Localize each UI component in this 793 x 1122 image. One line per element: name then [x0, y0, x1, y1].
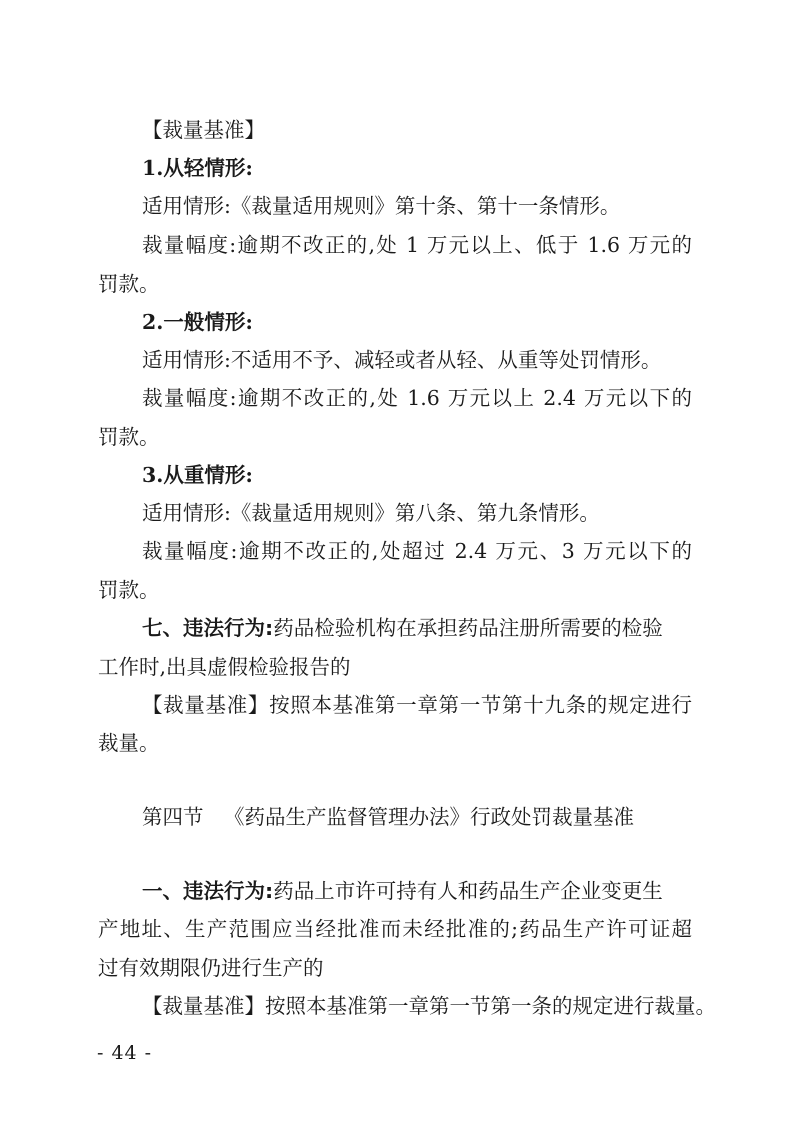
violation-7-label: 七、违法行为:: [142, 616, 274, 640]
violation-1-standard: 【裁量基准】按照本基准第一章第一节第一条的规定进行裁量。: [142, 994, 716, 1018]
general-range-continuation: 罚款。: [98, 425, 160, 449]
violation-7-standard-continuation: 裁量。: [98, 731, 160, 755]
heavy-applicable-text: 适用情形:《裁量适用规则》第八条、第九条情形。: [142, 501, 600, 525]
violation-1-line: [142, 874, 663, 904]
section-4-title: 第四节 《药品生产监督管理办法》行政处罚裁量基准: [142, 805, 635, 829]
lenient-applicable-text: 适用情形:《裁量适用规则》第十条、第十一条情形。: [142, 194, 621, 218]
page-number: - 44 -: [97, 1042, 153, 1064]
heavy-range-continuation: 罚款。: [98, 578, 160, 602]
heavy-range-text: 裁量幅度:逾期不改正的,处超过 2.4 万元、3 万元以下的: [142, 539, 692, 563]
general-case-heading: 2.一般情形:: [142, 310, 253, 334]
violation-7-continuation: 工作时,出具虚假检验报告的: [98, 655, 351, 679]
general-range-text: 裁量幅度:逾期不改正的,处 1.6 万元以上 2.4 万元以下的: [142, 386, 692, 410]
violation-1-continuation-2: 过有效期限仍进行生产的: [98, 956, 324, 980]
lenient-range-text: 裁量幅度:逾期不改正的,处 1 万元以上、低于 1.6 万元的: [142, 233, 692, 257]
violation-7-line: [142, 611, 663, 641]
lenient-range-continuation: 罚款。: [98, 272, 160, 296]
heavy-case-heading: 3.从重情形:: [142, 463, 253, 487]
lenient-case-heading: 1.从轻情形:: [142, 156, 253, 180]
general-applicable-text: 适用情形:不适用不予、减轻或者从轻、从重等处罚情形。: [142, 348, 662, 372]
discretion-standard-label: 【裁量基准】: [142, 118, 265, 142]
violation-1-label: 一、违法行为:: [142, 879, 274, 903]
violation-7-text: 药品检验机构在承担药品注册所需要的检验: [273, 616, 663, 640]
violation-1-continuation: 产地址、生产范围应当经批准而未经批准的;药品生产许可证超: [98, 917, 692, 941]
violation-7-standard: 【裁量基准】按照本基准第一章第一节第十九条的规定进行: [142, 693, 692, 717]
violation-1-text: 药品上市许可持有人和药品生产企业变更生: [273, 879, 663, 903]
